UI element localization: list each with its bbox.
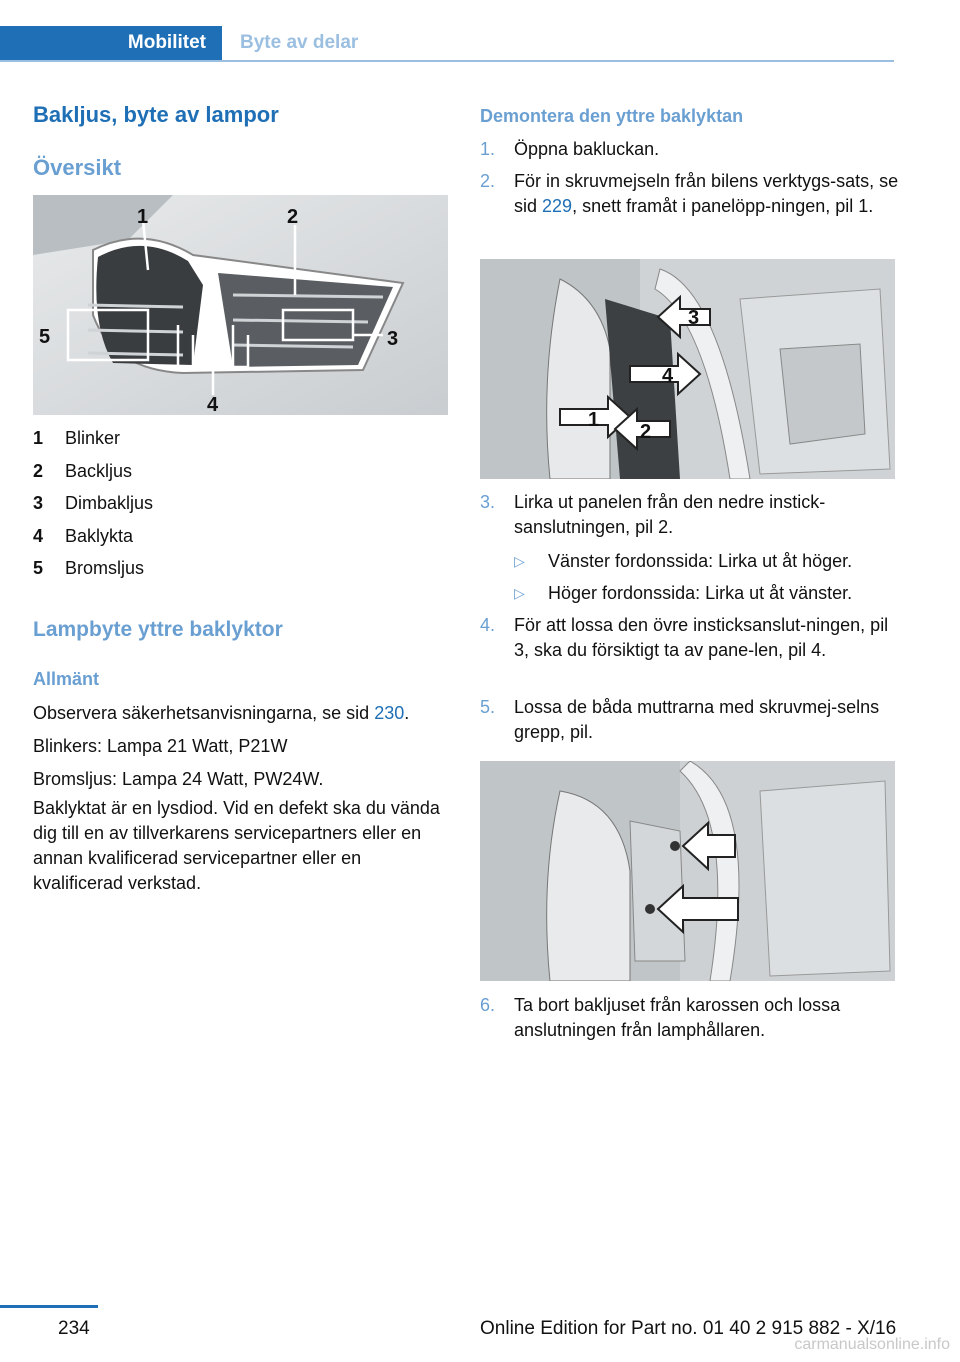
legend-number: 1	[33, 428, 44, 448]
step-number: 1.	[480, 139, 496, 159]
legend-row	[33, 459, 453, 492]
step-number: 4.	[480, 615, 496, 635]
callout-4: 4	[662, 365, 674, 387]
legend-label: Baklykta	[65, 525, 134, 546]
blinker-bulb-paragraph: Blinkers: Lampa 21 Watt, P21W	[33, 736, 288, 756]
remove-tail-light-heading: Demontera den yttre baklyktan	[480, 106, 744, 126]
step-number: 5.	[480, 697, 496, 717]
page-header	[0, 26, 894, 62]
step-2	[480, 169, 900, 219]
step-number: 6.	[480, 995, 496, 1015]
callout-3: 3	[688, 307, 700, 329]
tail-light-overview-figure	[33, 195, 448, 415]
header-divider	[0, 60, 894, 62]
watermark: carmanualsonline.info	[794, 1336, 950, 1353]
step-number: 3.	[480, 492, 496, 512]
tab-byte-av-delar[interactable]: Byte av delar	[240, 32, 359, 53]
substep-text: Höger fordonssida: Lirka ut åt vänster.	[548, 583, 853, 603]
step-text-part: För in skruvmejseln från bilens verktygs-sats, se sid	[514, 171, 899, 216]
legend-number: 5	[33, 558, 44, 578]
callout-4: 4	[207, 394, 219, 415]
legend-row	[33, 426, 453, 459]
legend-label: Backljus	[65, 460, 133, 481]
tab-mobilitet[interactable]: Mobilitet	[0, 26, 222, 60]
paragraph-text: .	[404, 703, 410, 723]
panel-removal-figure	[480, 259, 895, 479]
legend-label: Blinker	[65, 428, 121, 448]
safety-reference-paragraph	[33, 701, 453, 726]
step-text: Ta bort bakljuset från karossen och lossa anslutningen från lamphållaren.	[514, 995, 841, 1040]
step-number: 2.	[480, 171, 496, 191]
step-text	[514, 169, 900, 219]
panel-removal-illustration	[480, 259, 895, 479]
page-link-229[interactable]: 229	[542, 196, 573, 216]
led-info-paragraph: Baklyktat är en lysdiod. Vid en defekt ska du vända dig till en av tillverkarens servicepartners eller en annan kvalificerad servicepartner eller en kvalificerad verkstad.	[33, 798, 440, 893]
general-heading: Allmänt	[33, 669, 100, 689]
paragraph-text: Observera säkerhetsanvisningarna, se sid	[33, 703, 375, 723]
step-text-part: , snett framåt i panelöpp-ningen, pil 1.	[572, 196, 874, 216]
substep-right-side	[514, 581, 904, 606]
legend-number: 3	[33, 493, 44, 513]
page-title: Bakljus, byte av lampor	[33, 102, 279, 127]
lampbyte-heading: Lampbyte yttre baklyktor	[33, 618, 283, 641]
step-5	[480, 695, 900, 745]
legend-number: 4	[33, 525, 44, 546]
tail-light-illustration	[33, 195, 448, 415]
overview-legend	[33, 426, 453, 589]
callout-2: 2	[287, 206, 299, 228]
page-number: 234	[58, 1318, 90, 1339]
substep-text: Vänster fordonssida: Lirka ut åt höger.	[548, 551, 853, 571]
triangle-bullet-icon: ▷	[514, 553, 525, 569]
legend-row	[33, 556, 453, 589]
step-1	[480, 137, 900, 162]
step-3	[480, 490, 900, 540]
legend-label: Dimbakljus	[65, 493, 154, 513]
nut-removal-figure	[480, 761, 895, 981]
step-text: Öppna bakluckan.	[514, 139, 660, 159]
step-text: För att lossa den övre insticksanslut-ningen, pil 3, ska du försiktigt ta av pane-len, pil 4.	[514, 615, 889, 660]
nut-removal-illustration	[480, 761, 895, 981]
step-6	[480, 993, 900, 1043]
callout-3: 3	[387, 328, 399, 350]
brake-bulb-paragraph: Bromsljus: Lampa 24 Watt, PW24W.	[33, 769, 324, 789]
overview-heading: Översikt	[33, 155, 122, 180]
callout-5: 5	[39, 326, 51, 348]
edition-text: Online Edition for Part no. 01 40 2 915 882 - X/16	[480, 1318, 897, 1339]
legend-row	[33, 524, 453, 557]
triangle-bullet-icon: ▷	[514, 585, 525, 601]
page-link-230[interactable]: 230	[374, 703, 405, 723]
legend-label: Bromsljus	[65, 558, 145, 578]
footer-divider	[0, 1305, 98, 1308]
step-text: Lirka ut panelen från den nedre instick-sanslutningen, pil 2.	[514, 492, 826, 537]
callout-1: 1	[588, 409, 600, 431]
substep-left-side	[514, 549, 904, 574]
callout-1: 1	[137, 206, 149, 228]
step-text: Lossa de båda muttrarna med skruvmej-selns grepp, pil.	[514, 697, 880, 742]
legend-number: 2	[33, 460, 44, 481]
callout-2: 2	[640, 421, 652, 443]
step-4	[480, 613, 900, 663]
legend-row	[33, 491, 453, 524]
